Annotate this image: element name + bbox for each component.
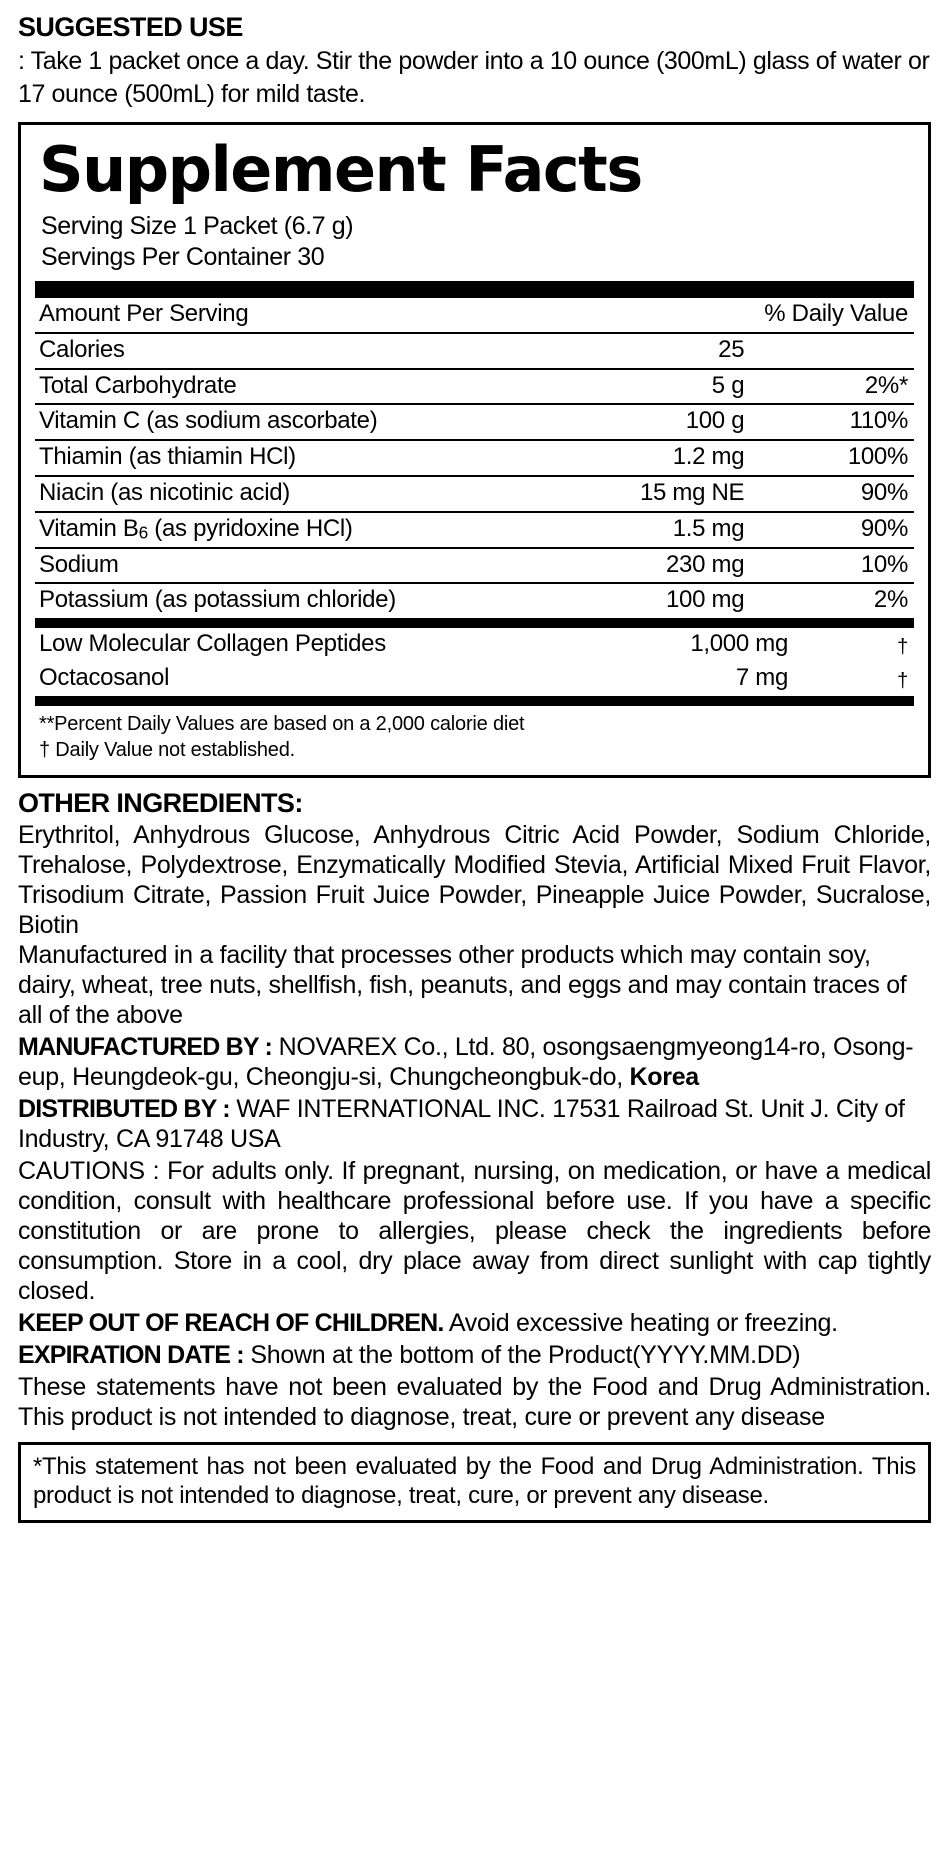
allergen-statement: Manufactured in a facility that processes other products which may contain soy, dairy, wheat, tree nuts, shellfish, fish, peanuts, and eggs and may contain traces of all of the above (18, 940, 907, 1029)
nutrient-dv: 2% (873, 586, 908, 614)
nutrient-dv: 10% (760, 548, 914, 584)
table-row (35, 583, 914, 618)
proprietary-table (35, 628, 914, 696)
manufactured-by-country: Korea (629, 1062, 699, 1091)
keep-out-label: KEEP OUT OF REACH OF CHILDREN. (18, 1308, 444, 1337)
fda-statement: These statements have not been evaluated by the Food and Drug Administration. This product is not intended to diagnose, treat, cure or prevent any disease (18, 1372, 931, 1431)
keep-out-text: Avoid excessive heating or freezing. (443, 1308, 838, 1337)
ingredient-name: Octacosanol (39, 664, 170, 692)
manufactured-by-text: NOVAREX Co., Ltd. 80, osongsaengmyeong14-ro, Osong-eup, Heungdeok-gu, Cheongju-si, Chungcheongbuk-do, (18, 1032, 914, 1091)
nutrient-dv: 100% (760, 440, 914, 476)
ingredient-amount: 1,000 mg (690, 630, 788, 658)
table-row (35, 476, 914, 512)
disclaimer-box: *This statement has not been evaluated by the Food and Drug Administration. This product is not intended to diagnose, treat, cure, or prevent any disease. (18, 1442, 931, 1524)
other-ingredients-section (18, 788, 931, 1030)
nutrient-amount: 230 mg (575, 548, 760, 584)
ingredient-amount: 7 mg (735, 664, 788, 692)
nutrient-name: Calories (35, 333, 575, 369)
supplement-facts-title: Supplement Facts (39, 132, 642, 206)
manufactured-by (18, 1032, 931, 1092)
table-row (35, 333, 914, 369)
table-row (35, 440, 914, 476)
expiration-text: Shown at the bottom of the Product(YYYY.MM.DD) (243, 1340, 801, 1369)
nutrient-amount: 5 g (575, 369, 760, 405)
footnote-dagger: † Daily Value not established. (39, 738, 296, 761)
table-row (35, 369, 914, 405)
table-row (35, 512, 914, 548)
nutrient-dv: 2%* (760, 369, 914, 405)
distributed-by-text: WAF INTERNATIONAL INC. 17531 Railroad St. Unit J. City of Industry, CA 91748 USA (18, 1094, 905, 1153)
ingredient-dv: † (897, 669, 908, 692)
facts-divider-mid (35, 618, 914, 628)
nutrient-name: Potassium (as potassium chloride) (39, 586, 396, 614)
header-daily-value: % Daily Value (760, 298, 914, 333)
nutrient-amount: 1.2 mg (575, 440, 760, 476)
manufactured-by-label: MANUFACTURED BY : (18, 1032, 272, 1061)
table-row (35, 548, 914, 584)
distributed-by (18, 1094, 931, 1154)
nutrient-dv: 90% (760, 476, 914, 512)
cautions-label: CAUTIONS : (18, 1156, 160, 1185)
nutrient-dv: 90% (760, 512, 914, 548)
table-row (35, 662, 914, 696)
nutrient-dv: 110% (760, 404, 914, 440)
nutrient-amount: 15 mg NE (575, 476, 760, 512)
supplement-facts-panel (18, 122, 931, 778)
serving-size: Serving Size 1 Packet (6.7 g) (41, 211, 354, 240)
cautions-text: For adults only. If pregnant, nursing, on medication, or have a medical condition, consult with healthcare professional before use. If you have a specific constitution or are prone to allergies, please check the ingredients before consumption. Store in a cool, dry place away from direct sunlight with cap tightly closed. (18, 1156, 931, 1305)
cautions (18, 1156, 931, 1306)
nutrient-name: Thiamin (as thiamin HCl) (35, 440, 575, 476)
table-row (35, 404, 914, 440)
table-row (35, 628, 914, 662)
servings-per-container: Servings Per Container 30 (41, 242, 325, 271)
keep-out-of-reach (18, 1308, 931, 1338)
other-ingredients-text: Erythritol, Anhydrous Glucose, Anhydrous Citric Acid Powder, Sodium Chloride, Trehalose, Polydextrose, Enzymatically Modified Stevia, Artificial Mixed Fruit Flavor, Trisodium Citrate, Passion Fruit Juice Powder, Pineapple Juice Powder, Sucralose, Biotin (18, 820, 931, 939)
nutrient-name: Total Carbohydrate (35, 369, 575, 405)
nutrient-amount: 25 (575, 333, 760, 369)
expiration-label: EXPIRATION DATE : (18, 1340, 244, 1369)
nutrient-name: Vitamin C (as sodium ascorbate) (35, 404, 575, 440)
ingredient-dv: † (897, 636, 908, 659)
footnote-percent-dv: **Percent Daily Values are based on a 2,000 calorie diet (39, 712, 525, 735)
table-header-row (35, 298, 914, 333)
facts-footnotes (39, 711, 914, 763)
nutrition-table (35, 298, 914, 618)
distributed-by-label: DISTRIBUTED BY : (18, 1094, 230, 1123)
expiration-date (18, 1340, 931, 1370)
facts-divider-bottom (35, 696, 914, 706)
nutrient-dv (760, 333, 914, 369)
nutrient-name: Sodium (35, 548, 575, 584)
suggested-use-section (18, 12, 931, 112)
nutrient-name: Vitamin B6 (as pyridoxine HCl) (35, 512, 575, 548)
suggested-use-text: : Take 1 packet once a day. Stir the powder into a 10 ounce (300mL) glass of water or 17 ounce (500mL) for mild taste. (18, 47, 930, 109)
ingredient-name: Low Molecular Collagen Peptides (39, 630, 386, 658)
nutrient-name: Niacin (as nicotinic acid) (35, 476, 575, 512)
nutrient-amount: 1.5 mg (575, 512, 760, 548)
facts-divider-thick-top (35, 281, 914, 298)
nutrient-amount: 100 g (575, 404, 760, 440)
nutrient-amount: 100 mg (666, 586, 745, 614)
header-amount-per-serving: Amount Per Serving (35, 298, 575, 333)
other-ingredients-heading: OTHER INGREDIENTS: (18, 787, 303, 818)
suggested-use-heading: SUGGESTED USE (18, 12, 243, 42)
